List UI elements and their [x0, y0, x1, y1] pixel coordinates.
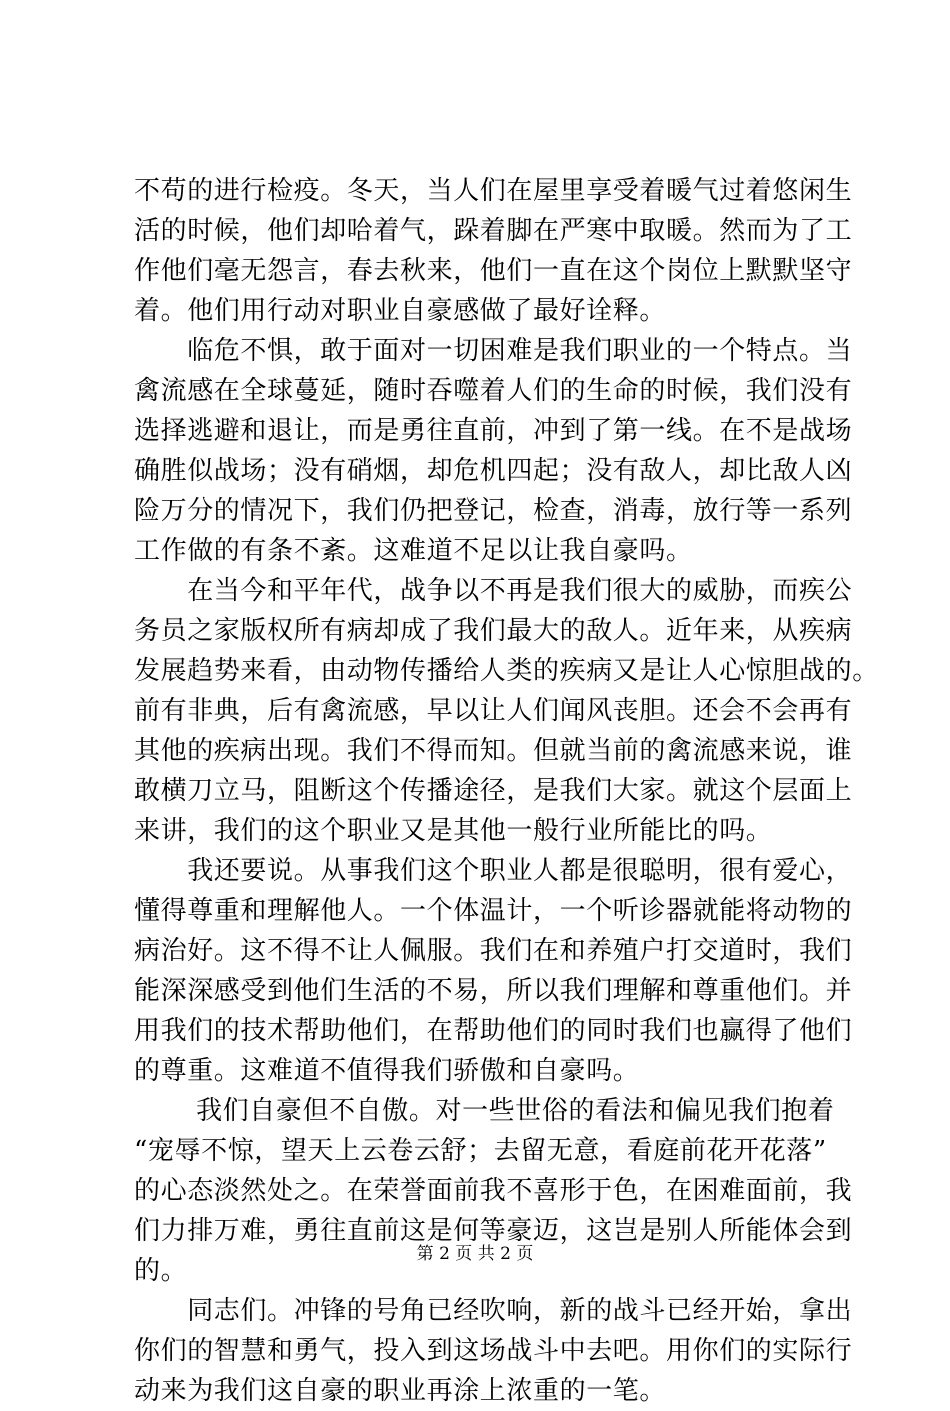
- text-line: 活的时候，他们却哈着气，跺着脚在严寒中取暖。然而为了工: [134, 216, 853, 246]
- text-line: 前有非典，后有禽流感，早以让人们闻风丧胆。还会不会再有: [134, 696, 853, 726]
- text-line: 务员之家版权所有病却成了我们最大的敌人。近年来，从疾病: [134, 616, 853, 646]
- text-line: 来讲，我们的这个职业又是其他一般行业所能比的吗。: [134, 816, 773, 846]
- page-number-footer: 第 2 页 共 2 页: [416, 1244, 534, 1264]
- text-line: 能深深感受到他们生活的不易，所以我们理解和尊重他们。并: [134, 976, 853, 1006]
- text-line: 选择逃避和退让，而是勇往直前，冲到了第一线。在不是战场: [134, 416, 853, 446]
- text-line: 不苟的进行检疫。冬天，当人们在屋里享受着暖气过着悠闲生: [134, 176, 853, 206]
- text-line: 工作做的有条不紊。这难道不足以让我自豪吗。: [134, 536, 693, 566]
- text-line: 同志们。冲锋的号角已经吹响，新的战斗已经开始，拿出: [134, 1296, 853, 1326]
- text-line: 的尊重。这难道不值得我们骄傲和自豪吗。: [134, 1056, 640, 1086]
- text-line: 发展趋势来看，由动物传播给人类的疾病又是让人心惊胆战的。: [134, 656, 879, 686]
- text-line: 临危不惧，敢于面对一切困难是我们职业的一个特点。当: [134, 336, 853, 366]
- body-text: [134, 171, 879, 1411]
- text-line: 险万分的情况下，我们仍把登记，检查，消毒，放行等一系列: [134, 496, 853, 526]
- text-line: 用我们的技术帮助他们，在帮助他们的同时我们也赢得了他们: [134, 1016, 853, 1046]
- text-line: 动来为我们这自豪的职业再涂上浓重的一笔。: [134, 1376, 667, 1406]
- text-line: “宠辱不惊，望天上云卷云舒；去留无意，看庭前花开花落”: [134, 1136, 827, 1166]
- text-line: 病治好。这不得不让人佩服。我们在和养殖户打交道时，我们: [134, 936, 853, 966]
- text-line: 着。他们用行动对职业自豪感做了最好诠释。: [134, 296, 667, 326]
- text-line: 其他的疾病出现。我们不得而知。但就当前的禽流感来说，谁: [134, 736, 853, 766]
- text-line: 我还要说。从事我们这个职业人都是很聪明，很有爱心，: [134, 856, 853, 886]
- text-line: 我们自豪但不自傲。对一些世俗的看法和偏见我们抱着: [134, 1096, 835, 1126]
- text-line: 作他们毫无怨言，春去秋来，他们一直在这个岗位上默默坚守: [134, 256, 853, 286]
- text-line: 的。: [134, 1256, 188, 1286]
- text-line: 在当今和平年代，战争以不再是我们很大的威胁，而疾公: [134, 576, 853, 606]
- text-line: 确胜似战场；没有硝烟，却危机四起；没有敌人，却比敌人凶: [134, 456, 853, 486]
- text-line: 懂得尊重和理解他人。一个体温计，一个听诊器就能将动物的: [134, 896, 853, 926]
- text-line: 禽流感在全球蔓延，随时吞噬着人们的生命的时候，我们没有: [134, 376, 853, 406]
- text-line: 的心态淡然处之。在荣誉面前我不喜形于色，在困难面前，我: [134, 1176, 853, 1206]
- text-line: 敢横刀立马，阻断这个传播途径，是我们大家。就这个层面上: [134, 776, 853, 806]
- text-line: 你们的智慧和勇气，投入到这场战斗中去吧。用你们的实际行: [134, 1336, 853, 1366]
- text-line: 们力排万难，勇往直前这是何等豪迈，这岂是别人所能体会到: [134, 1216, 853, 1246]
